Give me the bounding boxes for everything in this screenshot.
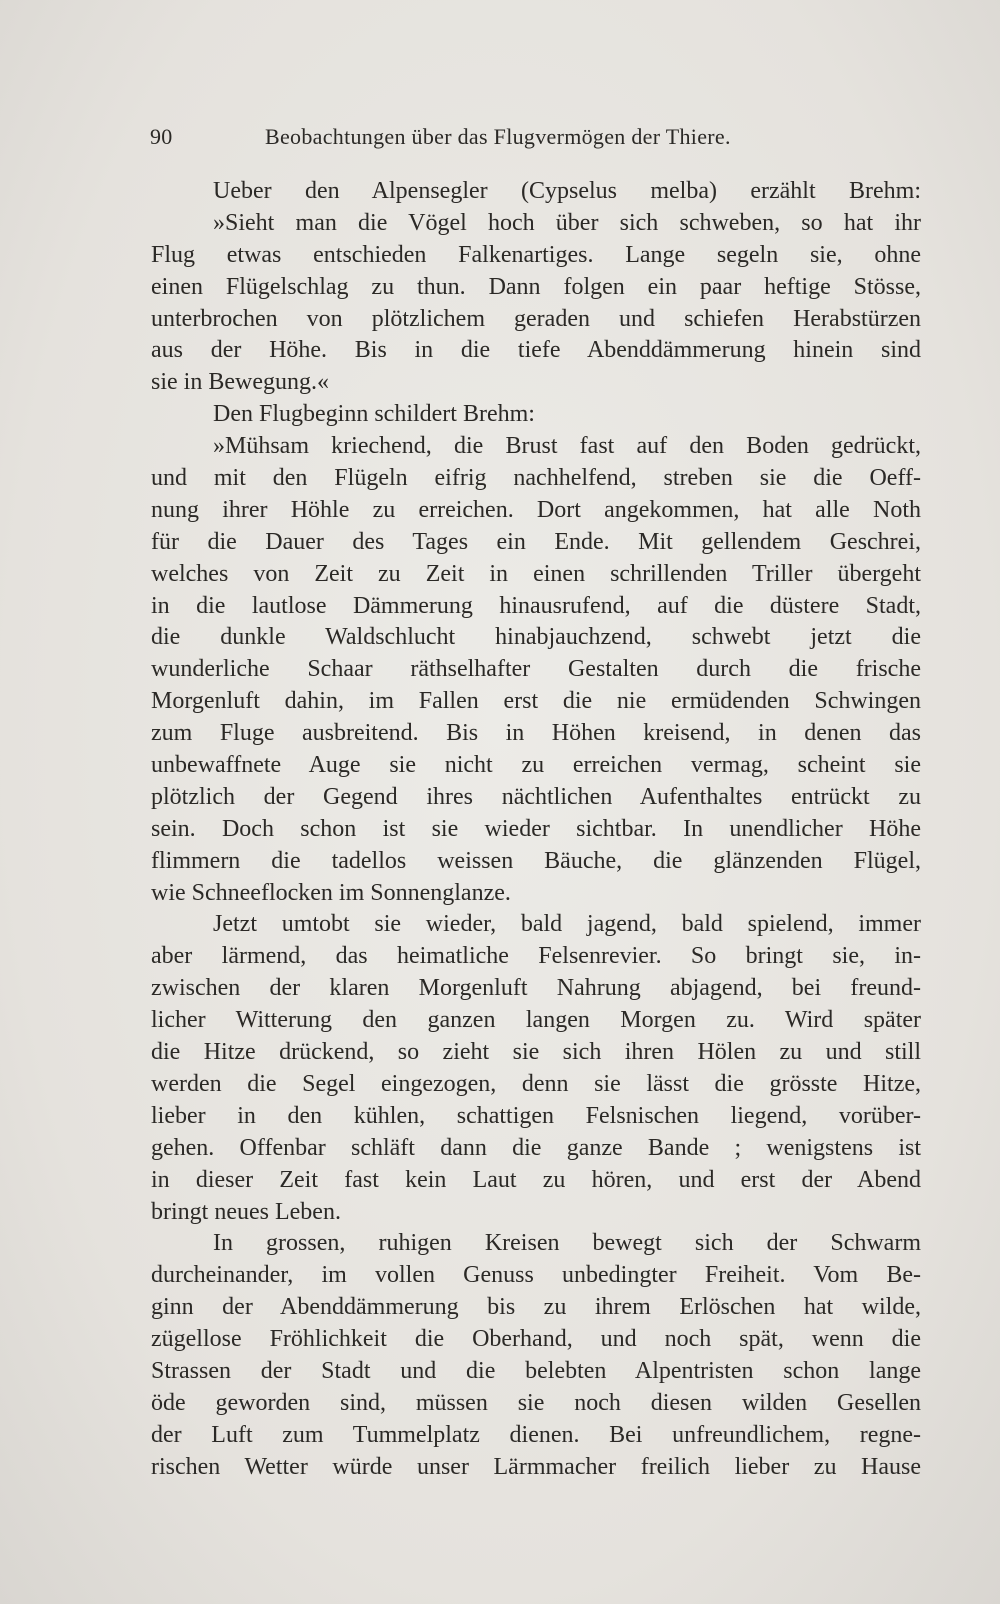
text-line: und mit den Flügeln eifrig nachhelfend, streben sie die Oeff-: [151, 465, 921, 492]
text-line: die Hitze drückend, so zieht sie sich ihren Hölen zu und still: [151, 1039, 921, 1066]
text-line: »Mühsam kriechend, die Brust fast auf den Boden gedrückt,: [213, 433, 921, 460]
text-line: Jetzt umtobt sie wieder, bald jagend, bald spielend, immer: [213, 911, 921, 938]
text-line: In grossen, ruhigen Kreisen bewegt sich der Schwarm: [213, 1230, 921, 1257]
text-line: Den Flugbeginn schildert Brehm:: [213, 401, 535, 428]
text-line: die dunkle Waldschlucht hinabjauchzend, schwebt jetzt die: [151, 624, 921, 651]
text-line: nung ihrer Höhle zu erreichen. Dort angekommen, hat alle Noth: [151, 496, 921, 523]
text-line: Morgenluft dahin, im Fallen erst die nie ermüdenden Schwingen: [151, 688, 921, 715]
text-line: rischen Wetter würde unser Lärmmacher freilich lieber zu Hause: [151, 1453, 921, 1480]
text-line: zum Fluge ausbreitend. Bis in Höhen kreisend, in denen das: [151, 720, 921, 747]
text-line: plötzlich der Gegend ihres nächtlichen Aufenthaltes entrückt zu: [151, 783, 921, 810]
text-line: »Sieht man die Vögel hoch über sich schweben, so hat ihr: [213, 209, 921, 236]
text-line: ginn der Abenddämmerung bis zu ihrem Erlöschen hat wilde,: [151, 1294, 921, 1321]
text-line: unterbrochen von plötzlichem geraden und schiefen Herabstürzen: [151, 305, 921, 332]
text-line: bringt neues Leben.: [151, 1198, 341, 1225]
text-line: lieber in den kühlen, schattigen Felsnischen liegend, vorüber-: [151, 1102, 921, 1129]
text-line: zwischen der klaren Morgenluft Nahrung abjagend, bei freund-: [151, 975, 921, 1002]
text-line: welches von Zeit zu Zeit in einen schrillenden Triller übergeht: [151, 560, 921, 587]
text-line: sein. Doch schon ist sie wieder sichtbar. In unendlicher Höhe: [151, 815, 921, 842]
text-line: Ueber den Alpensegler (Cypselus melba) erzählt Brehm:: [213, 178, 921, 204]
text-line: einen Flügelschlag zu thun. Dann folgen ein paar heftige Stösse,: [151, 273, 921, 300]
text-line: unbewaffnete Auge sie nicht zu erreichen vermag, scheint sie: [151, 752, 921, 779]
text-line: Strassen der Stadt und die belebten Alpentristen schon lange: [151, 1357, 921, 1384]
text-line: in dieser Zeit fast kein Laut zu hören, und erst der Abend: [151, 1166, 921, 1193]
text-line: wie Schneeflocken im Sonnenglanze.: [151, 879, 511, 906]
text-line: aus der Höhe. Bis in die tiefe Abenddämmerung hinein sind: [151, 337, 921, 364]
text-line: werden die Segel eingezogen, denn sie lässt die grösste Hitze,: [151, 1070, 921, 1097]
text-line: für die Dauer des Tages ein Ende. Mit gellendem Geschrei,: [151, 528, 921, 555]
text-line: sie in Bewegung.«: [151, 369, 329, 396]
text-line: der Luft zum Tummelplatz dienen. Bei unfreundlichem, regne-: [151, 1421, 921, 1448]
page-number: 90: [150, 124, 173, 149]
text-line: zügellose Fröhlichkeit die Oberhand, und noch spät, wenn die: [151, 1326, 921, 1353]
text-line: durcheinander, im vollen Genuss unbedingter Freiheit. Vom Be-: [151, 1262, 921, 1289]
text-line: Flug etwas entschieden Falkenartiges. Lange segeln sie, ohne: [151, 241, 921, 268]
text-line: öde geworden sind, müssen sie noch diesen wilden Gesellen: [151, 1389, 921, 1416]
text-line: gehen. Offenbar schläft dann die ganze Bande ; wenigstens ist: [151, 1134, 921, 1161]
text-line: wunderliche Schaar räthselhafter Gestalten durch die frische: [151, 656, 921, 683]
text-line: in die lautlose Dämmerung hinausrufend, auf die düstere Stadt,: [151, 592, 921, 619]
text-line: licher Witterung den ganzen langen Morgen zu. Wird später: [151, 1007, 921, 1034]
running-title: Beobachtungen über das Flugvermögen der Thiere.: [265, 124, 731, 149]
text-line: flimmern die tadellos weissen Bäuche, die glänzenden Flügel,: [151, 847, 921, 874]
body-text: [151, 176, 921, 1484]
text-line: aber lärmend, das heimatliche Felsenrevier. So bringt sie, in-: [151, 943, 921, 970]
